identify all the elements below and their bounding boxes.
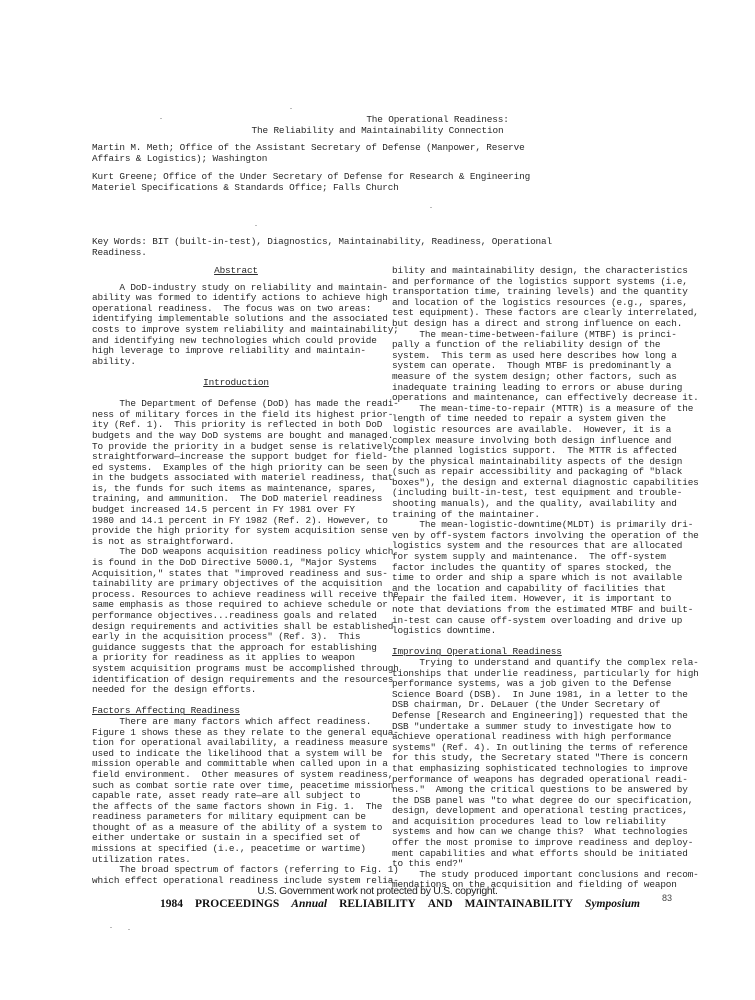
scan-speck xyxy=(290,108,292,109)
text-line: time to order and ship a spare which is not available xyxy=(392,572,683,584)
abstract-body xyxy=(92,281,399,368)
introduction-heading: Introduction xyxy=(203,376,269,388)
text-line: straightforward—increase the support budget for field- xyxy=(92,451,388,463)
text-line: A DoD-industry study on reliability and maintain- xyxy=(92,281,388,293)
text-line: The study produced important conclusions and recom- xyxy=(392,868,699,880)
text-line: readiness parameters for military equipment can be xyxy=(92,811,366,823)
text-line: The mean-logistic-downtime(MLDT) is primarily dri- xyxy=(392,519,694,531)
text-line: a priority for readiness as it applies to weapon xyxy=(92,652,355,664)
text-line: ness of military forces in the field its highest prior- xyxy=(92,408,394,420)
text-line: for system supply and maintenance. The off-system xyxy=(392,551,666,563)
text-line: process. Resources to achieve readiness will receive the xyxy=(92,588,399,600)
footer-year: 1984 xyxy=(160,898,183,910)
text-line: identification of design requirements and the resources xyxy=(92,673,394,685)
author-1-line2: Affairs & Logistics); Washington xyxy=(92,152,268,164)
right-column xyxy=(392,265,699,891)
scan-speck xyxy=(255,225,257,226)
left-column xyxy=(92,265,399,886)
text-line: DSB "undertake a summer study to investigate how to xyxy=(392,720,672,732)
introduction-body xyxy=(92,398,399,696)
abstract-heading: Abstract xyxy=(214,265,258,276)
text-line: DSB chairman, Dr. DeLauer (the Under Secretary of xyxy=(392,699,661,711)
text-line: used to indicate the likelihood that a system will be xyxy=(92,747,383,759)
scan-speck xyxy=(430,207,432,208)
text-line: field environment. Other measures of system readiness, xyxy=(92,768,394,780)
text-line: utilization rates. xyxy=(92,853,191,865)
text-line: and the location and capability of facilities that xyxy=(392,582,666,594)
text-line: systems and how can we change this? What technologies xyxy=(392,826,688,838)
author-block-1 xyxy=(92,143,692,164)
text-line: thought of as a measure of the ability of a system to xyxy=(92,821,383,833)
text-line: logistic resources are available. However, it is a xyxy=(392,423,672,435)
text-line: is found in the DoD Directive 5000.1, "Major Systems xyxy=(92,557,377,569)
text-line: ability. xyxy=(92,355,136,367)
text-line: offer the most promise to improve readiness and deploy- xyxy=(392,837,694,849)
text-line: costs to improve system reliability and maintainability; xyxy=(92,323,399,335)
scan-speck xyxy=(128,929,130,930)
text-line: operations and maintenance, can effectively decrease it. xyxy=(392,392,699,404)
text-line: budget increased 14.5 percent in FY 1981 over FY xyxy=(92,504,355,516)
text-line: Defense [Research and Engineering]) requested that the xyxy=(392,709,688,721)
text-line: but design has a direct and strong influence on each. xyxy=(392,317,683,329)
text-line: ity (Ref. 1). This priority is reflected in both DoD xyxy=(92,419,383,431)
text-line: high leverage to improve reliability and maintain- xyxy=(92,345,366,357)
text-line: guidance suggests that the approach for establishing xyxy=(92,641,377,653)
text-line: is, the funds for such items as maintenance, spares, xyxy=(92,482,377,494)
text-line: and identifying new technologies which could provide xyxy=(92,334,377,346)
text-line: transportation time, training levels) and the quantity xyxy=(392,286,688,298)
scan-speck xyxy=(110,927,112,928)
factors-heading: Factors Affecting Readiness xyxy=(92,705,240,717)
text-line: To provide the priority in a budget sense is relatively xyxy=(92,440,394,452)
text-line: The DoD weapons acquisition readiness policy which xyxy=(92,546,394,558)
text-line: achieve operational readiness with high performance xyxy=(392,731,672,743)
text-line: budgets and the way DoD systems are bought and managed. xyxy=(92,429,394,441)
copyright-notice: U.S. Government work not protected by U.S. copyright. xyxy=(257,885,498,897)
text-line: the DSB panel was "to what degree do our specification, xyxy=(392,794,694,806)
text-line: system acquisition programs must be accomplished through xyxy=(92,662,399,674)
text-line: and location of the logistics resources (e.g., spares, xyxy=(392,296,688,308)
page-number: 83 xyxy=(662,893,673,903)
text-line: The mean-time-between-failure (MTBF) is princi- xyxy=(392,328,677,340)
text-line: tainability are primary objectives of the acquisition xyxy=(92,578,383,590)
text-line: boxes"), the design and external diagnostic capabilities xyxy=(392,476,699,488)
text-line: pally a function of the reliability design of the xyxy=(392,339,661,351)
text-line: Science Board (DSB). In June 1981, in a letter to the xyxy=(392,688,688,700)
text-line: ability was formed to identify actions to achieve high xyxy=(92,292,388,304)
text-line: missions at specified (i.e., peacetime or wartime) xyxy=(92,843,366,855)
text-line: shooting manuals), and the quality, availability and xyxy=(392,498,677,510)
text-line: same emphasis as those required to achieve schedule or xyxy=(92,599,388,611)
footer-maintainability: MAINTAINABILITY xyxy=(464,898,574,910)
text-line: performance objectives...readiness goals and related xyxy=(92,610,377,621)
footer-symposium: Symposium xyxy=(585,898,640,910)
text-line: system can operate. Though MTBF is predominantly a xyxy=(392,360,672,372)
footer-proceedings: PROCEEDINGS xyxy=(194,898,280,910)
text-line: mendations on the acquisition and fielding of weapon xyxy=(392,879,677,891)
footer-and: AND xyxy=(427,898,453,910)
text-line: that emphasizing sophisticated technologies to improve xyxy=(392,762,688,774)
text-line: design, development and operational testing practices, xyxy=(392,805,688,817)
text-line: to this end?" xyxy=(392,858,464,870)
text-line: Figure 1 shows these as they relate to the general equa- xyxy=(92,726,399,738)
text-line: The broad spectrum of factors (referring to Fig. 1) xyxy=(92,864,399,876)
text-line: repair the failed item. However, it is important to xyxy=(392,593,672,605)
text-line: Acquisition," states that "improved readiness and sus- xyxy=(92,567,388,579)
text-line: which effect operational readiness include system relia- xyxy=(92,874,399,886)
paper-title-line1: The Operational Readiness: xyxy=(366,114,509,125)
text-line: the planned logistics support. The MTTR is affected xyxy=(392,445,677,457)
text-line: in-test can cause off-system overloading and drive up xyxy=(392,614,683,626)
footer-annual: Annual xyxy=(291,898,328,910)
text-line: The Department of Defense (DoD) has made the readi- xyxy=(92,398,399,410)
text-line: in the budgets associated with materiel readiness, that xyxy=(92,472,394,484)
author-1-line1: Martin M. Meth; Office of the Assistant Secretary of Defense (Manpower, Reserve xyxy=(92,142,525,153)
text-line: (such as repair accessibility and packaging of "black xyxy=(392,466,683,478)
text-line: system. This term as used here describes how long a xyxy=(392,349,677,361)
text-line: operational readiness. The focus was on two areas: xyxy=(92,302,372,314)
text-line: bility and maintainability design, the characteristics xyxy=(392,265,688,276)
proceedings-footer xyxy=(160,898,640,910)
text-line: either undertake or sustain in a specified set of xyxy=(92,832,361,844)
text-line: complex measure involving both design influence and xyxy=(392,434,672,446)
improving-body xyxy=(392,656,699,891)
text-line: ven by off-system factors involving the operation of the xyxy=(392,529,699,541)
text-line: The mean-time-to-repair (MTTR) is a measure of the xyxy=(392,402,694,414)
text-line: training of the maintainer. xyxy=(392,508,540,520)
text-line: logistics system and the resources that are allocated xyxy=(392,540,683,552)
footer-reliability: RELIABILITY xyxy=(339,898,416,910)
text-line: for this study, the Secretary stated "There is concern xyxy=(392,752,688,764)
text-line: early in the acquisition process" (Ref. 3). This xyxy=(92,631,361,643)
keywords xyxy=(92,237,692,258)
improving-heading: Improving Operational Readiness xyxy=(392,646,562,658)
text-line: such as combat sortie rate over time, peacetime mission xyxy=(92,779,394,791)
text-line: measure of the system design; other factors, such as xyxy=(392,370,677,382)
text-line: logistics downtime. xyxy=(392,625,497,637)
author-2-line2: Materiel Specifications & Standards Office; Falls Church xyxy=(92,181,399,193)
text-line: identifying implementable solutions and the associated xyxy=(92,313,388,325)
text-line: design requirements and activities shall be established xyxy=(92,620,394,632)
text-line: test equipment). These factors are clearly interrelated, xyxy=(392,307,699,319)
text-line: inadequate training leading to errors or abuse during xyxy=(392,381,683,393)
text-line: and performance of the logistics support systems (i.e, xyxy=(392,275,688,287)
text-line: ment capabilities and what efforts should be initiated xyxy=(392,847,688,859)
author-2-line1: Kurt Greene; Office of the Under Secretary of Defense for Research & Engineering xyxy=(92,171,531,182)
continuation-body xyxy=(392,265,699,637)
text-line: Trying to understand and quantify the complex rela- xyxy=(392,656,699,668)
text-line: capable rate, asset ready rate—are all subject to xyxy=(92,790,361,802)
text-line: 1980 and 14.1 percent in FY 1982 (Ref. 2). However, to xyxy=(92,514,388,526)
text-line: performance of weapons has degraded operational readi- xyxy=(392,773,688,785)
text-line: factor includes the quantity of spares stocked, the xyxy=(392,561,672,573)
keywords-line1: Key Words: BIT (built-in-test), Diagnostics, Maintainability, Readiness, Operational xyxy=(92,236,552,247)
text-line: and acquisition procedures lead to low reliability xyxy=(392,815,666,827)
text-line: ed systems. Examples of the high priority can be seen xyxy=(92,461,388,473)
text-line: tionships that underlie readiness, particularly for high xyxy=(392,667,699,679)
author-block-2 xyxy=(92,172,692,193)
text-line: tion for operational availability, a readiness measure xyxy=(92,737,388,749)
text-line: performance systems, was a job given to the Defense xyxy=(392,678,672,690)
text-line: There are many factors which affect readiness. xyxy=(92,715,372,727)
factors-body xyxy=(92,715,399,887)
text-line: mission operable and committable when called upon in a xyxy=(92,758,388,770)
text-line: by the physical maintainability aspects of the design xyxy=(392,455,683,467)
text-line: training, and ammunition. The DoD materiel readiness xyxy=(92,493,383,505)
text-line: note that deviations from the estimated MTBF and built- xyxy=(392,604,694,615)
keywords-line2: Readiness. xyxy=(92,246,147,258)
text-line: needed for the design efforts. xyxy=(92,684,257,696)
text-line: systems" (Ref. 4). In outlining the terms of reference xyxy=(392,741,688,753)
scan-speck xyxy=(160,118,162,119)
text-line: is not as straightforward. xyxy=(92,535,235,547)
text-line: (including built-in-test, test equipment and trouble- xyxy=(392,487,683,499)
text-line: provide the high priority for system acquisition sense xyxy=(92,525,388,537)
paper-title-line2: The Reliability and Maintainability Connection xyxy=(251,125,504,136)
text-line: length of time needed to repair a system given the xyxy=(392,413,666,425)
text-line: ness." Among the critical questions to be answered by xyxy=(392,784,688,796)
text-line: the affects of the same factors shown in Fig. 1. The xyxy=(92,800,383,812)
